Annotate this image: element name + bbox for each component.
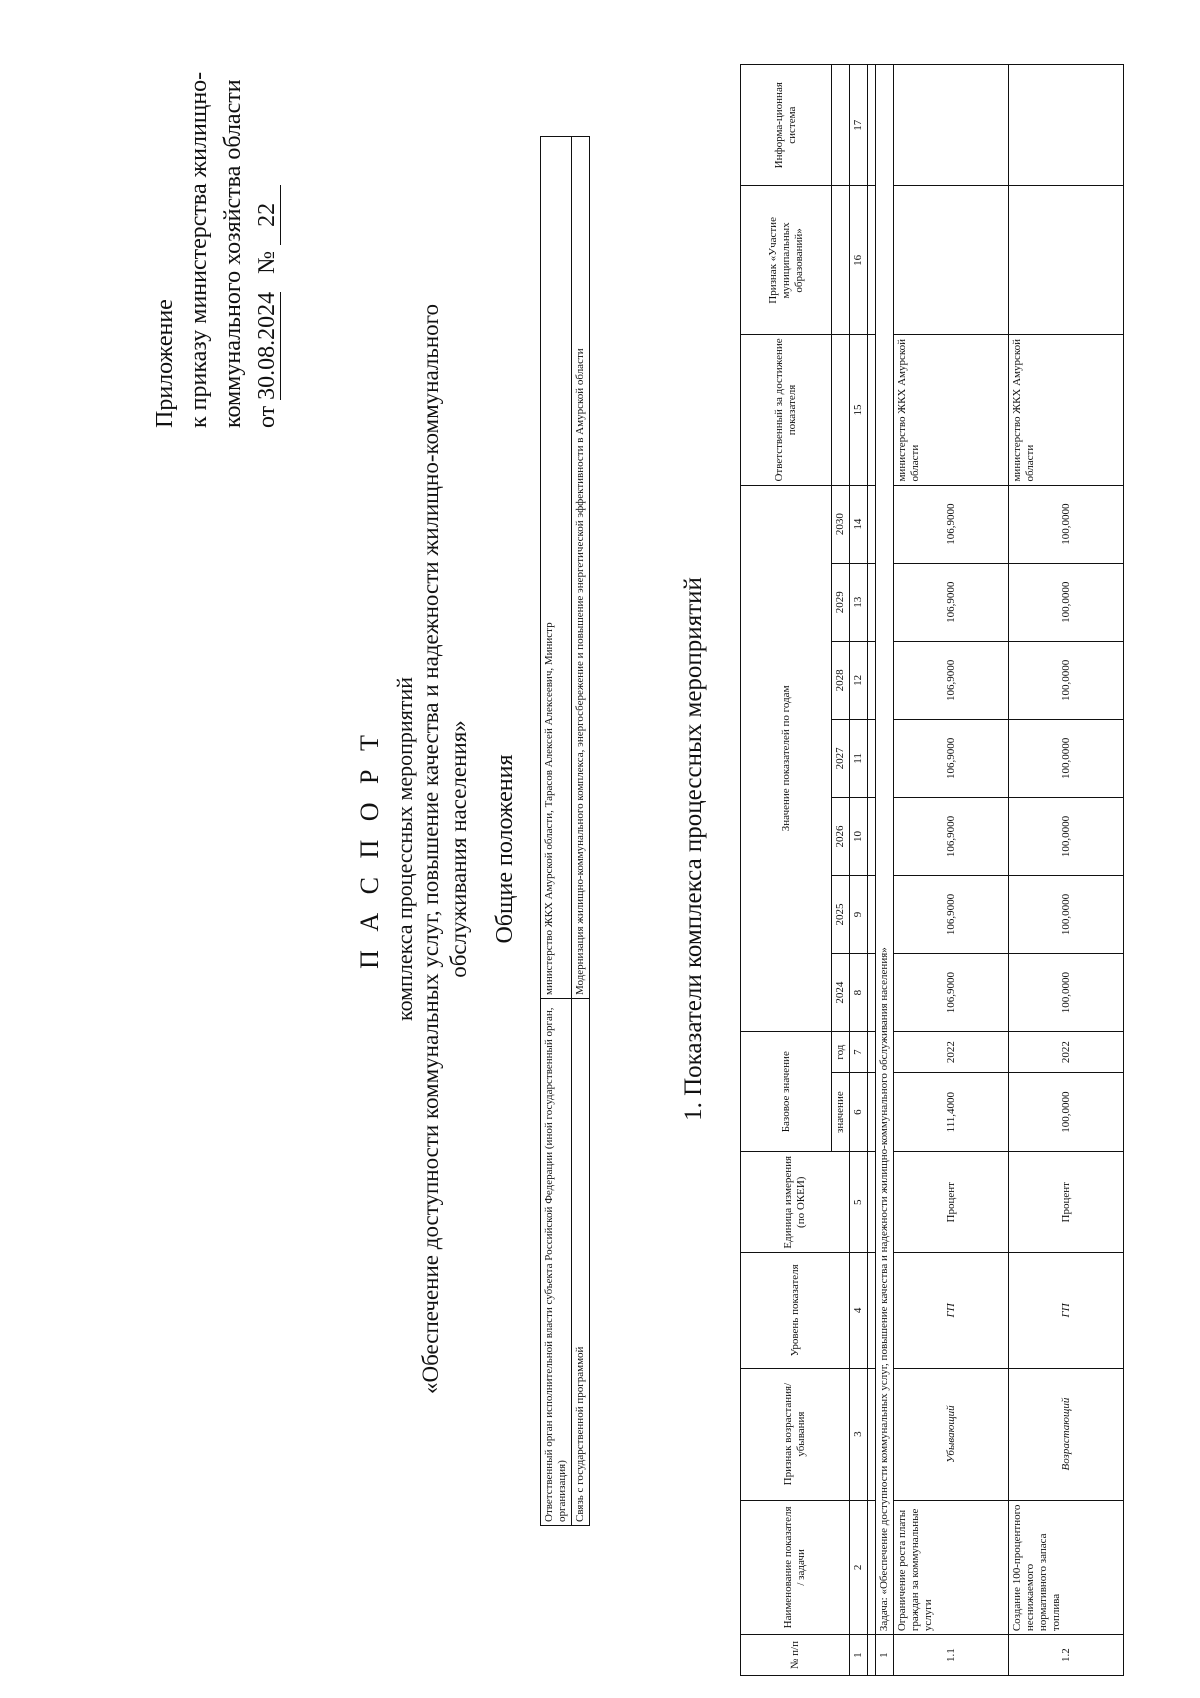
table-row: [572, 137, 590, 1526]
spacer-cell: [868, 335, 876, 485]
spacer-cell: [868, 876, 876, 954]
column-number: 2: [850, 1500, 868, 1635]
column-numbers-row: [850, 65, 868, 1676]
value-2029: 106,9000: [894, 563, 1009, 641]
responsible: министерство ЖКХ Амурской области: [1009, 335, 1124, 485]
base-value: 111,4000: [894, 1073, 1009, 1152]
number-sign: №: [254, 250, 280, 274]
approval-number: 22: [254, 185, 281, 245]
col-header-level: Уровень показателя: [741, 1253, 850, 1368]
value-2024: 100,0000: [1009, 954, 1124, 1032]
task-row: [876, 65, 894, 1676]
approval-block: [148, 72, 284, 428]
value-2028: 100,0000: [1009, 641, 1124, 719]
spacer-cell: [868, 1152, 876, 1253]
header-empty-cell: [832, 335, 850, 485]
municipal: [894, 186, 1009, 335]
approval-date-line: [250, 72, 284, 428]
section-indicators-heading: 1. Показатели комплекса процессных мероприятий: [680, 577, 707, 1121]
task-num: 1: [876, 1635, 894, 1676]
col-header-unit: Единица измерения (по ОКЕИ): [741, 1152, 850, 1253]
column-number: 7: [850, 1032, 868, 1073]
base-value: 100,0000: [1009, 1073, 1124, 1152]
col-header-year-2028: 2028: [832, 641, 850, 719]
page-title: П А С П О Р Т: [355, 729, 384, 969]
general-label-program: Связь с государственной программой: [572, 999, 590, 1526]
column-number: 3: [850, 1368, 868, 1500]
column-number: 12: [850, 641, 868, 719]
col-header-sign: Признак возрастания/ убывания: [741, 1368, 850, 1500]
column-number: 9: [850, 876, 868, 954]
approval-line-2: к приказу министерства жилищно-: [186, 71, 212, 428]
spacer-cell: [868, 563, 876, 641]
header-empty-cell: [832, 65, 850, 186]
general-provisions-table: [540, 136, 590, 1526]
column-number: 6: [850, 1073, 868, 1152]
responsible: министерство ЖКХ Амурской области: [894, 335, 1009, 485]
spacer-cell: [868, 1368, 876, 1500]
col-header-base: Базовое значение: [741, 1032, 832, 1152]
spacer-cell: [868, 1032, 876, 1073]
approval-line-3: коммунального хозяйства области: [220, 79, 246, 428]
subtitle-name-line2: обслуживания населения»: [446, 720, 471, 978]
col-header-year-2027: 2027: [832, 719, 850, 797]
table-row: [1009, 65, 1124, 1676]
row-num: 1.1: [894, 1635, 1009, 1676]
column-number: 4: [850, 1253, 868, 1368]
indicator-name: Создание 100-процентного неснижаемого нормативного запаса топлива: [1009, 1500, 1124, 1635]
spacer-cell: [868, 186, 876, 335]
col-header-by-years: Значение показателей по годам: [741, 485, 832, 1032]
indicator-unit: Процент: [1009, 1152, 1124, 1253]
row-num: 1.2: [1009, 1635, 1124, 1676]
col-header-name: Наименование показателя / задачи: [741, 1500, 850, 1635]
column-number: 8: [850, 954, 868, 1032]
column-number: 5: [850, 1152, 868, 1253]
infosystem: [894, 65, 1009, 186]
col-header-year-2029: 2029: [832, 563, 850, 641]
spacer-cell: [868, 65, 876, 186]
general-label-responsible: Ответственный орган исполнительной власти субъекта Российской Федерации (иной государственный орган, организация): [541, 999, 572, 1526]
spacer-cell: [868, 1635, 876, 1676]
approval-line-1: Приложение: [152, 299, 178, 428]
col-header-base-year: год: [832, 1032, 850, 1073]
indicator-unit: Процент: [894, 1152, 1009, 1253]
indicator-name: Ограничение роста платы граждан за коммунальные услуги: [894, 1500, 1009, 1635]
spacer-cell: [868, 641, 876, 719]
base-year: 2022: [894, 1032, 1009, 1073]
table-row: [894, 65, 1009, 1676]
col-header-year-2024: 2024: [832, 954, 850, 1032]
municipal: [1009, 186, 1124, 335]
col-header-municipal: Признак «Участие муниципальных образований»: [741, 186, 832, 335]
indicator-level: ГП: [894, 1253, 1009, 1368]
spacer-cell: [868, 1500, 876, 1635]
column-number: 16: [850, 186, 868, 335]
col-header-year-2026: 2026: [832, 797, 850, 875]
spacer-cell: [868, 797, 876, 875]
value-2029: 100,0000: [1009, 563, 1124, 641]
spacer-cell: [868, 1253, 876, 1368]
indicators-table: [740, 64, 1124, 1676]
table-row: [541, 137, 572, 1526]
value-2027: 106,9000: [894, 719, 1009, 797]
indicator-level: ГП: [1009, 1253, 1124, 1368]
column-number: 15: [850, 335, 868, 485]
indicator-sign: Возрастающий: [1009, 1368, 1124, 1500]
col-header-base-value: значение: [832, 1073, 850, 1152]
spacer-cell: [868, 485, 876, 563]
column-number: 14: [850, 485, 868, 563]
value-2030: 106,9000: [894, 485, 1009, 563]
spacer-row: [868, 65, 876, 1676]
indicator-sign: Убывающий: [894, 1368, 1009, 1500]
column-number: 1: [850, 1635, 868, 1676]
column-number: 11: [850, 719, 868, 797]
spacer-cell: [868, 954, 876, 1032]
value-2027: 100,0000: [1009, 719, 1124, 797]
value-2026: 100,0000: [1009, 797, 1124, 875]
approval-date: 30.08.2024: [254, 291, 280, 400]
date-prefix: от: [254, 405, 280, 428]
col-header-year-2025: 2025: [832, 876, 850, 954]
value-2024: 106,9000: [894, 954, 1009, 1032]
spacer-cell: [868, 1073, 876, 1152]
col-header-responsible: Ответственный за достижение показателя: [741, 335, 832, 485]
col-header-infosystem: Информа-ционная система: [741, 65, 832, 186]
section-general-heading: Общие положения: [492, 754, 518, 944]
col-header-num: № п/п: [741, 1635, 850, 1676]
value-2028: 106,9000: [894, 641, 1009, 719]
subtitle-complex: комплекса процессных мероприятий: [392, 677, 417, 1021]
infosystem: [1009, 65, 1124, 186]
general-value-responsible: министерство ЖКХ Амурской области, Тарасов Алексей Алексеевич, Министр: [541, 137, 572, 999]
spacer-cell: [868, 719, 876, 797]
base-year: 2022: [1009, 1032, 1124, 1073]
column-number: 13: [850, 563, 868, 641]
col-header-year-2030: 2030: [832, 485, 850, 563]
value-2025: 100,0000: [1009, 876, 1124, 954]
header-empty-cell: [832, 186, 850, 335]
value-2025: 106,9000: [894, 876, 1009, 954]
column-number: 17: [850, 65, 868, 186]
task-text: Задача: «Обеспечение доступности коммунальных услуг, повышение качества и надежности жилищно-коммунального обслуживания населения»: [876, 65, 894, 1635]
value-2026: 106,9000: [894, 797, 1009, 875]
column-number: 10: [850, 797, 868, 875]
general-value-program: Модернизация жилищно-коммунального комплекса, энергосбережение и повышение энергетической эффективности в Амурской области: [572, 137, 590, 999]
value-2030: 100,0000: [1009, 485, 1124, 563]
subtitle-name-line1: «Обеспечение доступности коммунальных услуг, повышение качества и надежности жилищно-коммунального: [418, 303, 443, 1395]
